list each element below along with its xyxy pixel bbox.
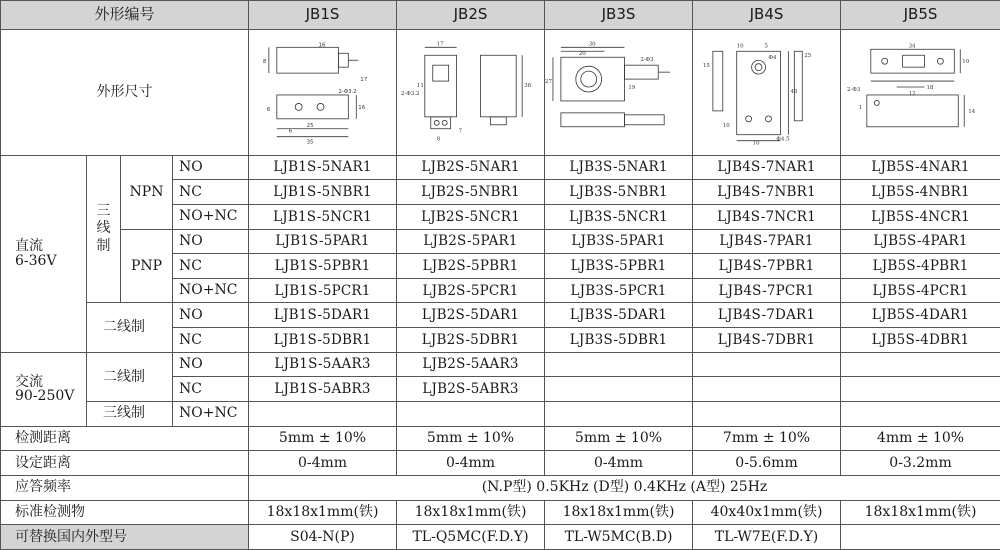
jb5s-label-7: 1 [858, 105, 863, 112]
output-type: NO [173, 229, 249, 254]
model-cell: LJB2S-5PCR1 [397, 278, 545, 303]
drawing-jb3s [545, 30, 693, 155]
model-cell: LJB4S-7NAR1 [693, 155, 841, 180]
model-cell: LJB4S-7NBR1 [693, 180, 841, 205]
spec-value: 18x18x1mm(铁) [397, 500, 545, 525]
spec-value: 18x18x1mm(铁) [545, 500, 693, 525]
jb2s-label-1: 17 [436, 41, 444, 48]
model-cell: LJB3S-5NBR1 [545, 180, 693, 205]
ac-two-wire-no-row [1, 352, 1000, 377]
spec-value: 7mm ± 10% [693, 426, 841, 451]
output-type: NC [173, 328, 249, 353]
jb5s-label-6: 14 [968, 109, 976, 116]
model-cell: LJB1S-5DAR1 [249, 303, 397, 328]
jb1s-label-6: 16 [358, 105, 366, 112]
model-cell: LJB5S-4PCR1 [841, 278, 1000, 303]
jb2s-label-3: 11 [416, 83, 424, 90]
output-type: NO [173, 155, 249, 180]
model-cell: LJB2S-5ABR3 [397, 377, 545, 402]
drawing-jb5s [841, 30, 1000, 155]
jb2s-label-5: 8 [436, 137, 441, 144]
model-cell: LJB4S-7DAR1 [693, 303, 841, 328]
jb4s-label-1: 10 [736, 43, 744, 50]
jb3s-label-5: 27 [545, 79, 552, 86]
spec-value: 0-4mm [397, 451, 545, 476]
standard-target-row [1, 500, 1000, 525]
model-cell [841, 377, 1000, 402]
jb4s-dimension-drawing [693, 37, 840, 147]
dc-supply-label [1, 155, 87, 352]
domestic-equiv-row [1, 525, 1000, 550]
model-cell: LJB3S-5DBR1 [545, 328, 693, 353]
jb2s-dimension-drawing [397, 37, 544, 147]
shape-size-label: 外形尺寸 [1, 30, 249, 155]
jb4s-label-7: 10 [722, 123, 730, 130]
model-cell: LJB3S-5PCR1 [545, 278, 693, 303]
spec-value [841, 525, 1000, 550]
model-cell: LJB2S-5NCR1 [397, 204, 545, 229]
jb4s-label-8: Φ4.5 [776, 137, 790, 144]
spec-value: 0-3.2mm [841, 451, 1000, 476]
spec-value: 0-5.6mm [693, 451, 841, 476]
spec-value: TL-Q5MC(F.D.Y) [397, 525, 545, 550]
shape-number-header: 外形编号 [1, 1, 249, 30]
detect-distance-label: 检测距离 [1, 426, 249, 451]
domestic-equiv-label: 可替换国内外型号 [1, 525, 249, 550]
model-cell [693, 352, 841, 377]
jb1s-label-4: 6 [266, 107, 271, 114]
spec-value: 5mm ± 10% [397, 426, 545, 451]
model-cell: LJB2S-5DBR1 [397, 328, 545, 353]
drawing-jb4s [693, 30, 841, 155]
model-header-jb1s: JB1S [249, 1, 397, 30]
jb3s-dimension-drawing [545, 37, 692, 147]
set-distance-label: 设定距离 [1, 451, 249, 476]
model-cell: LJB1S-5NAR1 [249, 155, 397, 180]
model-cell: LJB2S-5PAR1 [397, 229, 545, 254]
dc-two-wire-no-row [1, 303, 1000, 328]
jb1s-label-5: 2-Φ3.2 [338, 89, 357, 96]
model-cell [249, 402, 397, 427]
model-cell: LJB5S-4DBR1 [841, 328, 1000, 353]
jb1s-label-3: 17 [360, 77, 368, 84]
jb4s-label-4: Φ4 [768, 55, 777, 62]
jb2s-label-2: 2-Φ3.2 [400, 91, 420, 98]
jb4s-label-3: 15 [702, 63, 710, 70]
model-cell: LJB2S-5NBR1 [397, 180, 545, 205]
jb5s-label-4: 12 [908, 91, 916, 98]
model-cell: LJB3S-5PBR1 [545, 254, 693, 279]
dc-three-wire-char-3: 制 [96, 237, 111, 254]
pnp-label: PNP [121, 229, 173, 303]
model-cell: LJB4S-7PBR1 [693, 254, 841, 279]
output-type: NO+NC [173, 204, 249, 229]
model-cell [545, 352, 693, 377]
model-cell: LJB3S-5NAR1 [545, 155, 693, 180]
model-cell: LJB1S-5DBR1 [249, 328, 397, 353]
model-cell: LJB4S-7NCR1 [693, 204, 841, 229]
jb3s-label-4: 19 [628, 85, 636, 92]
ac-label-line1: 交流 [15, 373, 43, 390]
output-type: NO [173, 352, 249, 377]
drawing-row [1, 30, 1000, 155]
spec-value: 5mm ± 10% [545, 426, 693, 451]
model-cell: LJB5S-4PBR1 [841, 254, 1000, 279]
spec-value: 18x18x1mm(铁) [841, 500, 1000, 525]
model-cell: LJB5S-4NBR1 [841, 180, 1000, 205]
model-cell: LJB1S-5PCR1 [249, 278, 397, 303]
model-cell: LJB5S-4NCR1 [841, 204, 1000, 229]
jb1s-label-7: 25 [306, 123, 314, 130]
response-freq-row [1, 475, 1000, 500]
model-cell: LJB1S-5PAR1 [249, 229, 397, 254]
dc-three-wire-char-1: 三 [96, 202, 111, 219]
jb1s-label-9: 6 [288, 129, 293, 136]
jb3s-label-1: 30 [588, 41, 596, 48]
output-type: NC [173, 180, 249, 205]
spec-value: 4mm ± 10% [841, 426, 1000, 451]
spec-value: TL-W5MC(B.D) [545, 525, 693, 550]
jb5s-dimension-drawing [841, 37, 1000, 147]
model-cell: LJB1S-5ABR3 [249, 377, 397, 402]
model-cell: LJB1S-5PBR1 [249, 254, 397, 279]
dc-npn-no-row [1, 155, 1000, 180]
model-cell [693, 377, 841, 402]
dc-two-wire-label: 二线制 [87, 303, 173, 352]
dc-three-wire-label [87, 155, 121, 303]
drawing-jb1s [249, 30, 397, 155]
npn-label: NPN [121, 155, 173, 229]
model-cell [545, 377, 693, 402]
output-type: NO [173, 303, 249, 328]
model-cell: LJB2S-5PBR1 [397, 254, 545, 279]
spec-value: 18x18x1mm(铁) [249, 500, 397, 525]
model-cell: LJB5S-4PAR1 [841, 229, 1000, 254]
spec-value: TL-W7E(F.D.Y) [693, 525, 841, 550]
dc-label-line2: 6-36V [15, 252, 57, 269]
set-distance-row [1, 451, 1000, 476]
model-cell: LJB3S-5NCR1 [545, 204, 693, 229]
jb3s-label-2: 20 [578, 51, 586, 58]
jb5s-label-5: 2-Φ3 [846, 87, 861, 94]
model-cell: LJB3S-5PAR1 [545, 229, 693, 254]
jb3s-label-3: 2-Φ3 [640, 57, 654, 64]
model-cell: LJB4S-7PAR1 [693, 229, 841, 254]
model-cell [693, 402, 841, 427]
spec-value: 40x40x1mm(铁) [693, 500, 841, 525]
standard-target-label: 标准检测物 [1, 500, 249, 525]
model-cell: LJB5S-4NAR1 [841, 155, 1000, 180]
output-type: NC [173, 377, 249, 402]
response-freq-label: 应答频率 [1, 475, 249, 500]
jb1s-label-2: 8 [262, 59, 267, 66]
spec-value: 0-4mm [545, 451, 693, 476]
model-cell [841, 352, 1000, 377]
dc-label-line1: 直流 [15, 237, 43, 254]
model-cell: LJB1S-5NBR1 [249, 180, 397, 205]
jb4s-label-9: 10 [752, 141, 760, 148]
jb1s-label-1: 16 [318, 42, 326, 49]
dc-pnp-no-row [1, 229, 1000, 254]
jb2s-label-4: 36 [524, 83, 532, 90]
detect-distance-row [1, 426, 1000, 451]
model-cell: LJB1S-5NCR1 [249, 204, 397, 229]
spec-value: S04-N(P) [249, 525, 397, 550]
model-cell: LJB2S-5AAR3 [397, 352, 545, 377]
jb5s-label-1: 34 [908, 43, 916, 50]
output-type: NO+NC [173, 402, 249, 427]
spec-value: 0-4mm [249, 451, 397, 476]
model-cell: LJB4S-7DBR1 [693, 328, 841, 353]
jb4s-label-2: 5 [764, 43, 769, 50]
jb5s-label-2: 18 [926, 85, 934, 92]
model-cell [545, 402, 693, 427]
model-cell [841, 402, 1000, 427]
jb1s-dimension-drawing [249, 37, 396, 147]
jb1s-label-8: 35 [306, 140, 314, 147]
ac-label-line2: 90-250V [15, 388, 75, 405]
output-type: NO+NC [173, 278, 249, 303]
drawing-jb2s [397, 30, 545, 155]
model-header-jb5s: JB5S [841, 1, 1000, 30]
spec-value: 5mm ± 10% [249, 426, 397, 451]
model-cell: LJB5S-4DAR1 [841, 303, 1000, 328]
jb2s-label-6: 7 [458, 129, 463, 136]
jb4s-label-5: 25 [804, 53, 812, 60]
ac-three-wire-label: 三线制 [87, 402, 173, 427]
model-header-jb4s: JB4S [693, 1, 841, 30]
ac-supply-label [1, 352, 87, 426]
response-freq-value: (N.P型) 0.5KHz (D型) 0.4KHz (A型) 25Hz [249, 475, 1000, 500]
model-header-jb2s: JB2S [397, 1, 545, 30]
model-cell: LJB2S-5NAR1 [397, 155, 545, 180]
ac-three-wire-row [1, 402, 1000, 427]
output-type: NC [173, 254, 249, 279]
model-cell: LJB4S-7PCR1 [693, 278, 841, 303]
model-cell: LJB1S-5AAR3 [249, 352, 397, 377]
model-header-jb3s: JB3S [545, 1, 693, 30]
dc-three-wire-char-2: 线 [96, 220, 111, 237]
model-cell: LJB3S-5DAR1 [545, 303, 693, 328]
header-row [1, 1, 1000, 30]
model-cell: LJB2S-5DAR1 [397, 303, 545, 328]
jb5s-label-3: 10 [962, 59, 970, 66]
model-cell [397, 402, 545, 427]
jb4s-label-6: 48 [790, 89, 798, 96]
ac-two-wire-label: 二线制 [87, 352, 173, 401]
